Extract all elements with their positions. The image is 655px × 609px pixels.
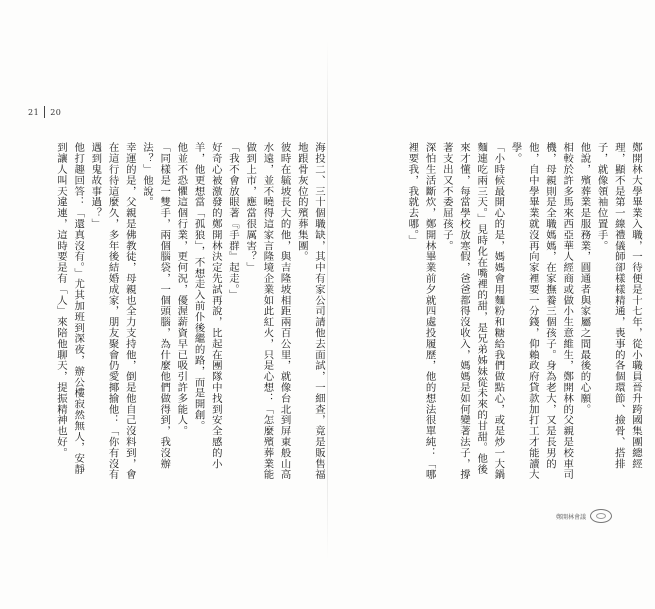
book-gutter bbox=[327, 40, 328, 560]
publisher-logo-icon bbox=[590, 509, 612, 523]
paragraph: 海投二、三十個職缺，其中有家公司請他去面試，一細查，竟是販售福地跟骨灰位的殯葬集團。 bbox=[295, 142, 325, 480]
paragraph: 鄭開林大學畢業入職，一待便是十七年，從小職員晉升跨國集團總經理，顯不是第一線禮儀師卻樣樣精通，喪事的各個環節、撿骨、搭排子，就像領袖位置手。 bbox=[595, 142, 642, 469]
paragraph: 他說，殯葬業是服務業，圓通者與家屬之間最後的心願。 bbox=[578, 142, 591, 415]
page-number-right: 20 bbox=[50, 107, 62, 117]
running-title: 鄭開林會議 bbox=[556, 513, 587, 521]
page-number-left: 21 bbox=[28, 107, 40, 117]
right-page-text bbox=[339, 142, 644, 480]
paragraph: 幸運的是，父親是佛教徒，母親也全力支持他，倒是他自己沒料到，會在這行待這麼久，多年後結婚成家，朋友聚會仍愛揶揄他：「你有沒有遇到鬼故事過？」 bbox=[89, 142, 136, 480]
paragraph: 相較於許多馬來西亞華人經商或做小生意維生，鄭開林的父親是校車司機，母親則是全職媽媽，在家撫養三個孩子。身為老大，又是長男的他，自中學畢業就沒再向家裡要一分錢，仰賴政府貸款加打工才能讀大學。 bbox=[509, 142, 574, 480]
page-numbers bbox=[28, 106, 61, 118]
page-number-divider bbox=[44, 106, 45, 118]
paragraph: 他並不恐懼這個行業，更何況，優渥薪資早已吸引許多能人。 bbox=[175, 142, 188, 437]
paragraph: 「我不會放眼著『手群』起走。」 bbox=[226, 142, 239, 301]
paragraph: 深怕生活斷炊，鄭開林畢業前夕就四處投履歷，他的想法很單純：「哪裡要我，我就去哪。」 bbox=[406, 142, 436, 480]
left-page-text bbox=[54, 142, 327, 480]
paragraph: 「同樣是一雙手，兩個腦袋，一個頭腦，為什麼他們做得到，我沒辦法？」他說。 bbox=[140, 142, 171, 469]
page-footer bbox=[556, 509, 612, 523]
paragraph: 好奇心被激發的鄭開林決定先試再說，比起在團隊中找到安全感的小羊，他更想當「孤狼」，不想走入前仆後繼的路，而是開創。 bbox=[192, 142, 222, 469]
paragraph: 「小時候最開心的是，媽媽會用麵粉和糖給我們做點心，或是炒一大鍋麵連吃兩三天。」見時化在嘴裡的甜，是兄弟姊妹從未來的甘甜。他後來才懂，每當學校放寒假，爸爸都得沒收入，媽媽是如何變著法子，撐著支出又不委屈孩子。 bbox=[440, 142, 505, 480]
paragraph: 彼時在毓坡長大的他，與吉隆坡相距兩百公里，就像台北到屏東般山高水遠，並不曉得這家言隆境企業如此紅火，只是心想：「怎麼殯葬業能做到上市，應當很厲害？」 bbox=[244, 142, 291, 480]
paragraph: 他打趣回答：「還真沒有。」尤其加班到深夜，辦公樓寂然無人，安靜到讓人叫天違連，這時要是有「人」來陪他聊天，提振精神也好。 bbox=[54, 142, 85, 475]
